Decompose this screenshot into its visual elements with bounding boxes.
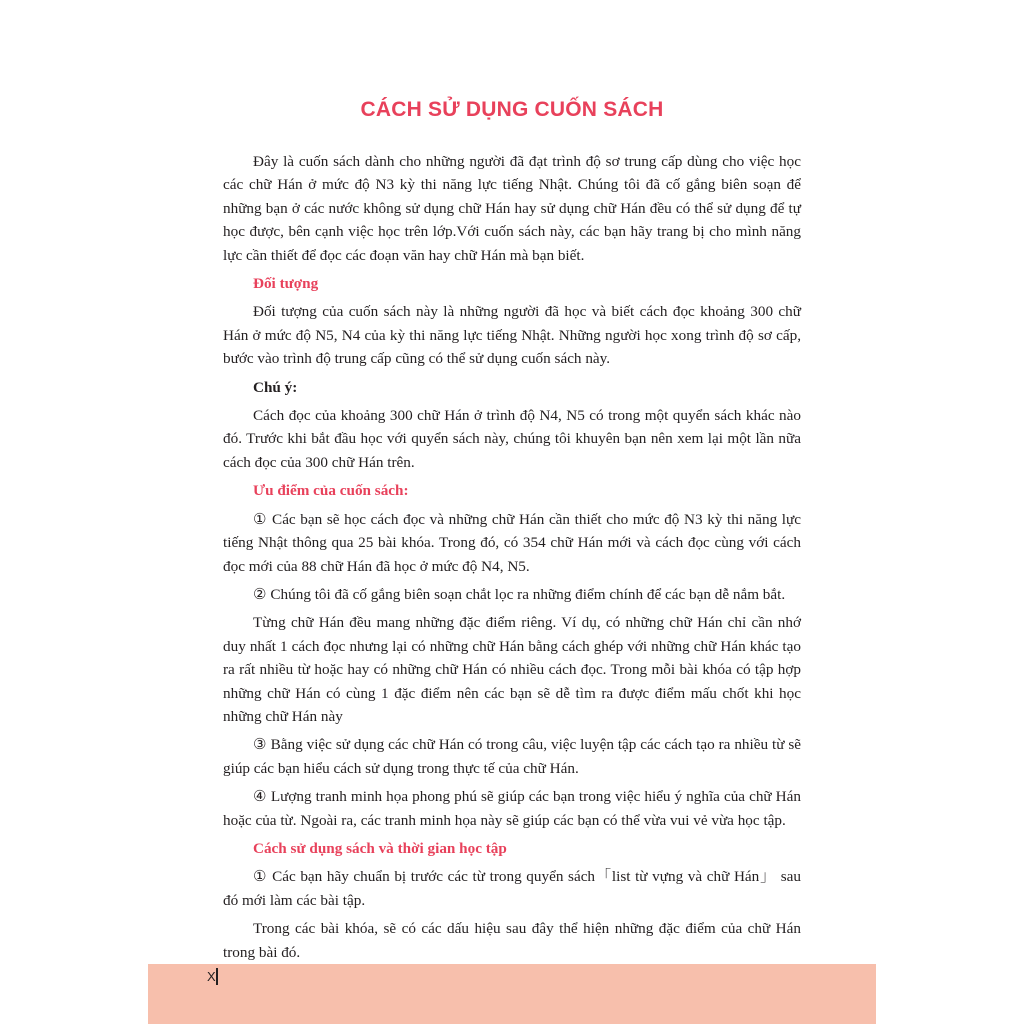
note-paragraph: Cách đọc của khoảng 300 chữ Hán ở trình độ N4, N5 có trong một quyển sách khác nào đó. Trước khi bắt đầu học với quyển sách này, chúng tôi khuyên bạn nên xem lại một lần nữa cách đọc của 300 chữ Hán trên. (223, 407, 801, 471)
advantage-item-2: ② Chúng tôi đã cố gắng biên soạn chắt lọc ra những điểm chính để các bạn dễ nắm bắt. (253, 585, 786, 603)
page-body (223, 150, 801, 969)
usage-heading: Cách sử dụng sách và thời gian học tập (253, 839, 507, 857)
advantage-item-1: ① Các bạn sẽ học cách đọc và những chữ Hán cần thiết cho mức độ N3 kỳ thi năng lực tiếng Nhật thông qua 25 bài khóa. Trong đó, có 354 chữ Hán mới và cách đọc cùng với cách đọc mới của 88 chữ Hán đã học ở mức độ N4, N5. (223, 510, 801, 575)
audience-paragraph: Đối tượng của cuốn sách này là những người đã học và biết cách đọc khoảng 300 chữ Hán ở mức độ N5, N4 của kỳ thi năng lực tiếng Nhật. Những người học xong trình độ sơ cấp, bước vào trình độ trung cấp cũng có thể sử dụng cuốn sách này. (223, 303, 801, 368)
page-number: X (207, 969, 216, 984)
advantage-item-2-detail: Từng chữ Hán đều mang những đặc điểm riêng. Ví dụ, có những chữ Hán chỉ cần nhớ duy nhất 1 cách đọc nhưng lại có những chữ Hán bằng cách ghép với những chữ Hán khác tạo ra rất nhiều từ hoặc hay có những chữ Hán có nhiều cách đọc. Trong mỗi bài khóa có tập hợp những chữ Hán có cùng 1 đặc điểm nên các bạn sẽ dễ tìm ra được điểm mấu chốt khi học những chữ Hán này (223, 614, 801, 725)
footer-band (148, 964, 876, 1024)
note-heading: Chú ý: (253, 378, 298, 396)
usage-item-2: Trong các bài khóa, sẽ có các dấu hiệu sau đây thể hiện những đặc điểm của chữ Hán trong bài đó. (223, 920, 801, 961)
intro-paragraph: Đây là cuốn sách dành cho những người đã đạt trình độ sơ trung cấp dùng cho việc học các chữ Hán ở mức độ N3 kỳ thi năng lực tiếng Nhật. Chúng tôi đã cố gắng biên soạn để những bạn ở các nước không sử dụng chữ Hán hay sử dụng chữ Hán đều có thể sử dụng để tự học được, bên cạnh việc học trên lớp.Với cuốn sách này, các bạn hãy trang bị cho mình năng lực cần thiết để đọc các đoạn văn hay chữ Hán mà bạn biết. (223, 153, 801, 264)
page-title: CÁCH SỬ DỤNG CUỐN SÁCH (360, 98, 664, 121)
page-number-divider (216, 968, 218, 985)
advantage-item-3: ③ Bằng việc sử dụng các chữ Hán có trong câu, việc luyện tập các cách tạo ra nhiều từ sẽ giúp các bạn hiểu cách sử dụng trong thực tế của chữ Hán. (223, 736, 801, 777)
advantages-heading: Ưu điểm của cuốn sách: (253, 482, 409, 500)
usage-item-1: ① Các bạn hãy chuẩn bị trước các từ trong quyển sách「list từ vựng và chữ Hán」 sau đó mới làm các bài tập. (223, 868, 801, 909)
audience-heading: Đối tượng (253, 275, 319, 293)
advantage-item-4: ④ Lượng tranh minh họa phong phú sẽ giúp các bạn trong việc hiểu ý nghĩa của chữ Hán hoặc của từ. Ngoài ra, các tranh minh họa này sẽ giúp các bạn có thể vừa vui vẻ vừa học tập. (223, 788, 801, 829)
